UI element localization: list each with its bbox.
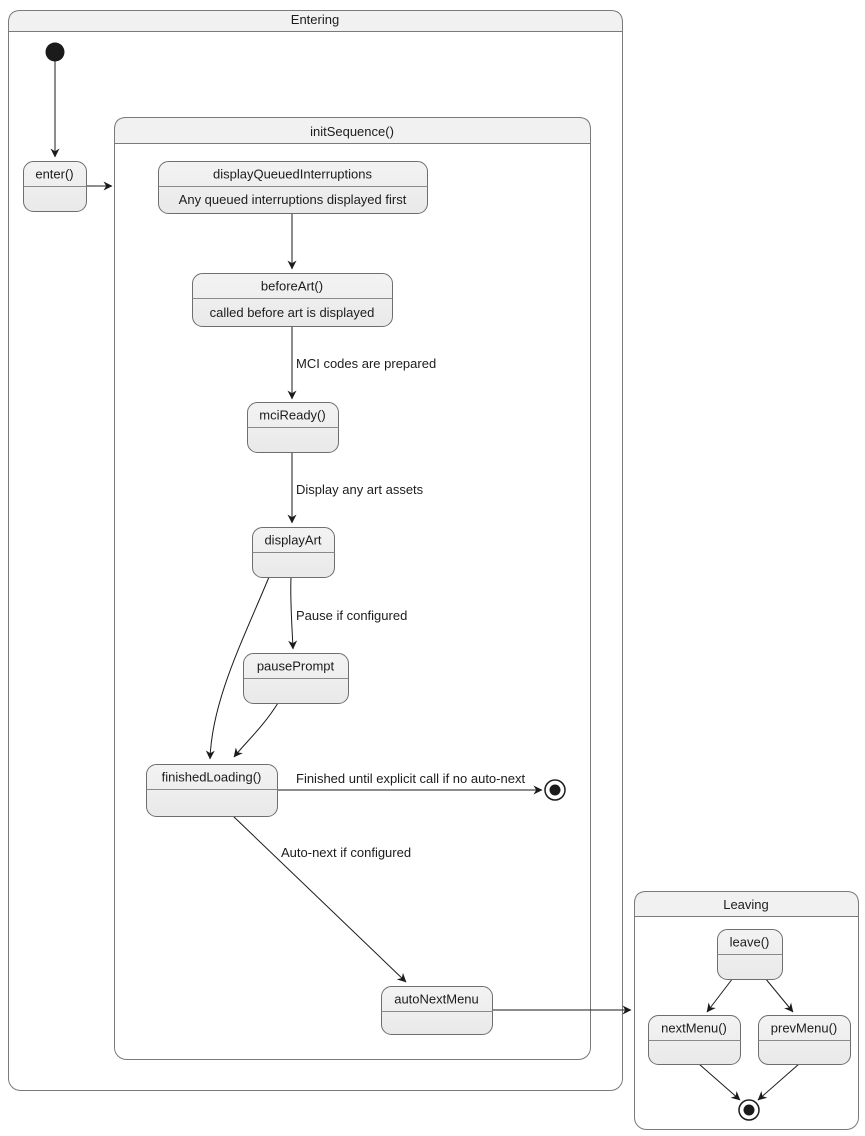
state-displayQueuedInterruptions [159, 162, 428, 214]
state-name-pausePrompt: pausePrompt [256, 658, 335, 674]
container-title-entering: Entering [290, 12, 340, 27]
state-name-displayArt: displayArt [264, 532, 322, 548]
state-name-beforeArt: beforeArt() [260, 278, 324, 294]
edge-label-displayArt-to-pausePrompt: Pause if configured [296, 608, 408, 623]
state-name-mciReady: mciReady() [259, 407, 326, 423]
edge-label-mciReady-to-displayArt: Display any art assets [296, 482, 424, 497]
state-autoNextMenu [382, 987, 493, 1035]
final-state-inner-dot [744, 1105, 755, 1116]
container-initSequence [115, 118, 591, 1060]
state-nextMenu [649, 1016, 741, 1065]
state-description-displayQueuedInterruptions: Any queued interruptions displayed first [178, 192, 407, 207]
state-leave [718, 930, 783, 980]
state-mciReady [248, 403, 339, 453]
state-beforeArt [193, 274, 393, 327]
initial-state-icon [46, 43, 65, 62]
container-body [115, 118, 591, 1060]
edge-label-finishedLoading-to-final: Finished until explicit call if no auto-next [296, 771, 526, 786]
state-name-enter: enter() [35, 166, 74, 182]
state-displayArt [253, 528, 335, 578]
state-pausePrompt [244, 654, 349, 704]
container-title-leaving: Leaving [723, 897, 769, 912]
container-title-initSequence: initSequence() [310, 124, 394, 139]
final-state-icon-final [545, 780, 565, 800]
container-body [635, 892, 859, 1130]
edge-label-beforeArt-to-mciReady: MCI codes are prepared [296, 356, 437, 371]
state-name-prevMenu: prevMenu() [770, 1020, 838, 1036]
state-name-nextMenu: nextMenu() [661, 1020, 727, 1036]
state-finishedLoading [147, 765, 278, 817]
state-name-autoNextMenu: autoNextMenu [394, 991, 479, 1007]
state-prevMenu [759, 1016, 851, 1065]
state-name-finishedLoading: finishedLoading() [161, 769, 262, 785]
container-leaving [635, 892, 859, 1130]
final-state-inner-dot [550, 785, 561, 796]
state-enter [24, 162, 87, 212]
state-name-leave: leave() [729, 934, 770, 950]
final-state-icon-finalLeaving [739, 1100, 759, 1120]
state-name-displayQueuedInterruptions: displayQueuedInterruptions [213, 166, 372, 182]
edge-label-finishedLoading-to-autoNextMenu: Auto-next if configured [281, 845, 412, 860]
state-description-beforeArt: called before art is displayed [209, 305, 375, 320]
